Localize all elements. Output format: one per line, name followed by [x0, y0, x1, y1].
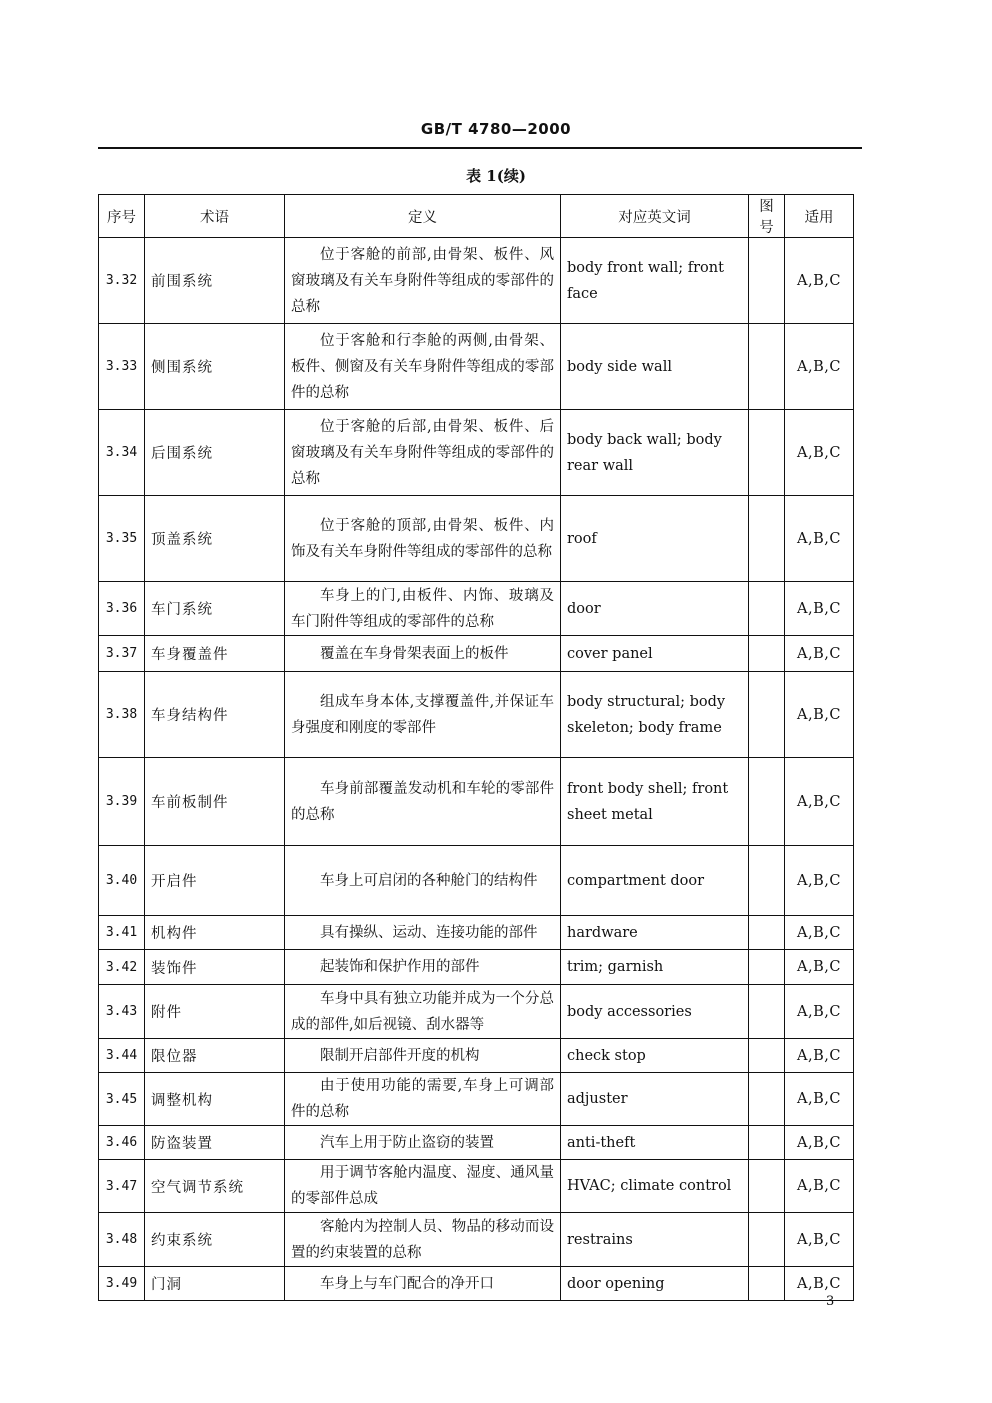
row-number: 3.43	[99, 985, 145, 1039]
table-row	[99, 1073, 854, 1126]
table-row	[99, 324, 854, 410]
row-number: 3.48	[99, 1213, 145, 1267]
row-figure	[749, 410, 785, 496]
row-definition: 车身中具有独立功能并成为一个分总成的部件,如后视镜、刮水器等	[285, 985, 561, 1039]
row-term: 车身结构件	[145, 672, 285, 758]
row-english: adjuster	[561, 1073, 749, 1126]
row-definition: 起装饰和保护作用的部件	[285, 950, 561, 985]
row-definition: 组成车身本体,支撑覆盖件,并保证车身强度和刚度的零部件	[285, 672, 561, 758]
row-english: front body shell; front sheet metal	[561, 758, 749, 846]
row-term: 限位器	[145, 1039, 285, 1073]
row-definition: 位于客舱的前部,由骨架、板件、风窗玻璃及有关车身附件等组成的零部件的总称	[285, 238, 561, 324]
table-row	[99, 758, 854, 846]
table-row	[99, 1039, 854, 1073]
row-term: 附件	[145, 985, 285, 1039]
table-row	[99, 846, 854, 916]
row-english: trim; garnish	[561, 950, 749, 985]
row-figure	[749, 496, 785, 582]
row-term: 装饰件	[145, 950, 285, 985]
row-figure	[749, 636, 785, 672]
row-english: body accessories	[561, 985, 749, 1039]
row-applicable: A,B,C	[785, 496, 854, 582]
row-figure	[749, 985, 785, 1039]
row-term: 约束系统	[145, 1213, 285, 1267]
row-english: door	[561, 582, 749, 636]
row-applicable: A,B,C	[785, 985, 854, 1039]
row-definition: 位于客舱的顶部,由骨架、板件、内饰及有关车身附件等组成的零部件的总称	[285, 496, 561, 582]
row-definition: 具有操纵、运动、连接功能的部件	[285, 916, 561, 950]
column-header-applicable: 适用	[785, 195, 854, 238]
table-row	[99, 1267, 854, 1301]
table-header-row	[99, 195, 854, 238]
row-applicable: A,B,C	[785, 1213, 854, 1267]
row-number: 3.42	[99, 950, 145, 985]
row-number: 3.47	[99, 1160, 145, 1213]
row-english: anti-theft	[561, 1126, 749, 1160]
row-number: 3.36	[99, 582, 145, 636]
row-term: 车门系统	[145, 582, 285, 636]
row-number: 3.40	[99, 846, 145, 916]
row-figure	[749, 950, 785, 985]
table-row	[99, 916, 854, 950]
row-definition: 车身前部覆盖发动机和车轮的零部件的总称	[285, 758, 561, 846]
row-applicable: A,B,C	[785, 410, 854, 496]
table-row	[99, 496, 854, 582]
row-figure	[749, 672, 785, 758]
row-figure	[749, 1126, 785, 1160]
row-english: body back wall; body rear wall	[561, 410, 749, 496]
row-definition: 客舱内为控制人员、物品的移动而设置的约束装置的总称	[285, 1213, 561, 1267]
row-number: 3.46	[99, 1126, 145, 1160]
table-row	[99, 636, 854, 672]
row-applicable: A,B,C	[785, 636, 854, 672]
row-term: 调整机构	[145, 1073, 285, 1126]
table-row	[99, 410, 854, 496]
row-figure	[749, 758, 785, 846]
row-definition: 位于客舱和行李舱的两侧,由骨架、板件、侧窗及有关车身附件等组成的零部件的总称	[285, 324, 561, 410]
row-term: 前围系统	[145, 238, 285, 324]
row-number: 3.34	[99, 410, 145, 496]
row-term: 侧围系统	[145, 324, 285, 410]
row-definition: 用于调节客舱内温度、湿度、通风量的零部件总成	[285, 1160, 561, 1213]
row-applicable: A,B,C	[785, 672, 854, 758]
table-row	[99, 582, 854, 636]
row-applicable: A,B,C	[785, 1073, 854, 1126]
terms-table	[98, 194, 854, 1301]
row-term: 机构件	[145, 916, 285, 950]
row-figure	[749, 846, 785, 916]
row-applicable: A,B,C	[785, 1039, 854, 1073]
row-definition: 覆盖在车身骨架表面上的板件	[285, 636, 561, 672]
row-english: roof	[561, 496, 749, 582]
table-row	[99, 1213, 854, 1267]
table-row	[99, 985, 854, 1039]
row-english: cover panel	[561, 636, 749, 672]
row-number: 3.37	[99, 636, 145, 672]
row-definition: 车身上与车门配合的净开口	[285, 1267, 561, 1301]
page-number: 3	[826, 1294, 835, 1309]
row-term: 门洞	[145, 1267, 285, 1301]
row-english: HVAC; climate control	[561, 1160, 749, 1213]
row-applicable: A,B,C	[785, 846, 854, 916]
row-figure	[749, 582, 785, 636]
row-applicable: A,B,C	[785, 1160, 854, 1213]
row-number: 3.32	[99, 238, 145, 324]
row-number: 3.35	[99, 496, 145, 582]
column-header-no: 序号	[99, 195, 145, 238]
row-definition: 汽车上用于防止盗窃的装置	[285, 1126, 561, 1160]
row-english: body structural; body skeleton; body frame	[561, 672, 749, 758]
row-definition: 车身上的门,由板件、内饰、玻璃及车门附件等组成的零部件的总称	[285, 582, 561, 636]
row-definition: 位于客舱的后部,由骨架、板件、后窗玻璃及有关车身附件等组成的零部件的总称	[285, 410, 561, 496]
column-header-term: 术语	[145, 195, 285, 238]
column-header-figure: 图号	[749, 195, 785, 238]
row-figure	[749, 238, 785, 324]
row-number: 3.33	[99, 324, 145, 410]
row-number: 3.41	[99, 916, 145, 950]
row-term: 后围系统	[145, 410, 285, 496]
row-english: hardware	[561, 916, 749, 950]
row-applicable: A,B,C	[785, 238, 854, 324]
column-header-english: 对应英文词	[561, 195, 749, 238]
row-applicable: A,B,C	[785, 1267, 854, 1301]
row-applicable: A,B,C	[785, 950, 854, 985]
row-definition: 车身上可启闭的各种舱门的结构件	[285, 846, 561, 916]
row-term: 防盗装置	[145, 1126, 285, 1160]
row-term: 车身覆盖件	[145, 636, 285, 672]
row-figure	[749, 1267, 785, 1301]
row-number: 3.49	[99, 1267, 145, 1301]
row-figure	[749, 1073, 785, 1126]
row-number: 3.39	[99, 758, 145, 846]
row-figure	[749, 1039, 785, 1073]
table-row	[99, 238, 854, 324]
row-english: restrains	[561, 1213, 749, 1267]
table-row	[99, 1126, 854, 1160]
row-definition: 由于使用功能的需要,车身上可调部件的总称	[285, 1073, 561, 1126]
row-number: 3.38	[99, 672, 145, 758]
row-english: check stop	[561, 1039, 749, 1073]
document-code: GB/T 4780—2000	[420, 120, 572, 138]
row-number: 3.45	[99, 1073, 145, 1126]
row-term: 车前板制件	[145, 758, 285, 846]
table-caption: 表 1(续)	[466, 167, 526, 185]
row-applicable: A,B,C	[785, 582, 854, 636]
row-english: body front wall; front face	[561, 238, 749, 324]
header-rule	[98, 147, 862, 149]
row-term: 开启件	[145, 846, 285, 916]
row-applicable: A,B,C	[785, 758, 854, 846]
row-english: body side wall	[561, 324, 749, 410]
table-row	[99, 1160, 854, 1213]
row-term: 顶盖系统	[145, 496, 285, 582]
row-applicable: A,B,C	[785, 916, 854, 950]
row-applicable: A,B,C	[785, 324, 854, 410]
row-english: door opening	[561, 1267, 749, 1301]
row-figure	[749, 324, 785, 410]
row-applicable: A,B,C	[785, 1126, 854, 1160]
row-figure	[749, 1160, 785, 1213]
row-term: 空气调节系统	[145, 1160, 285, 1213]
column-header-definition: 定义	[285, 195, 561, 238]
row-figure	[749, 916, 785, 950]
row-figure	[749, 1213, 785, 1267]
row-definition: 限制开启部件开度的机构	[285, 1039, 561, 1073]
table-row	[99, 672, 854, 758]
row-number: 3.44	[99, 1039, 145, 1073]
table-row	[99, 950, 854, 985]
row-english: compartment door	[561, 846, 749, 916]
